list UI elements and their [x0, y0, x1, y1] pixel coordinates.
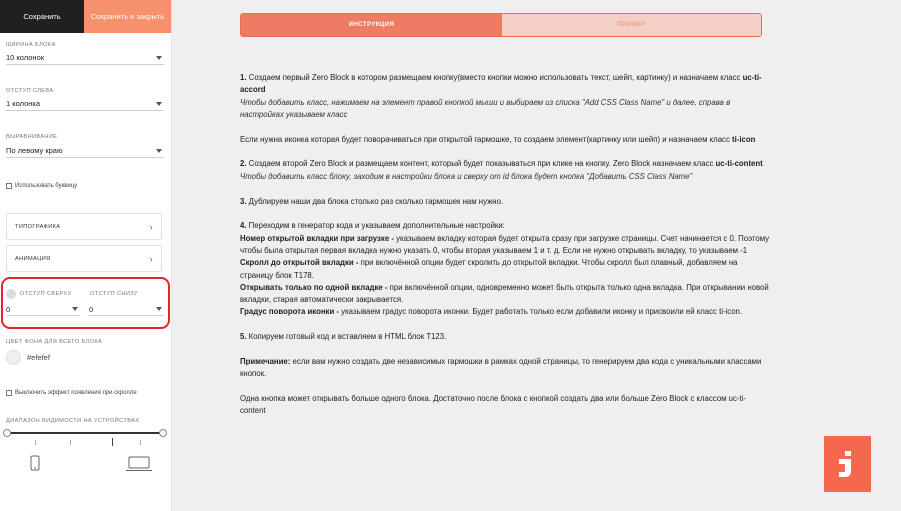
- top-offset-label: ОТСТУП СВЕРХУ: [20, 291, 72, 297]
- option-1-text: указываем вкладку которая будет открыта сразу при загрузке страницы. Счет начинается с 0. Поэтому чтобы была открытая первая вкладка нужно указать 0, чтобы вторая указываем 1 и т. д. Если не нужно открывать вкладку, то указываем -1: [240, 233, 770, 255]
- bottom-offset-label: ОТСТУП СНИЗУ: [90, 291, 138, 297]
- note-paragraph: [240, 356, 770, 381]
- visibility-slider-track[interactable]: [6, 432, 164, 434]
- use-letter-row[interactable]: [6, 183, 77, 189]
- step-2-text: Создаем второй Zero Block и размещаем контент, который будет показываться при клике на кнопку. Zero Block назначаем класс: [246, 159, 716, 169]
- top-offset-select[interactable]: [6, 303, 80, 316]
- animation-label: АНИМАЦИЯ: [15, 255, 51, 262]
- bg-color-value[interactable]: #efefef: [27, 353, 50, 362]
- left-offset-label: ОТСТУП СЛЕВА: [6, 88, 54, 94]
- step-4-number: 4.: [240, 221, 247, 231]
- chevron-down-icon: [156, 149, 162, 153]
- step-1-class: uc-ti-accord: [240, 73, 762, 95]
- use-letter-label: Использовать буквицу: [15, 183, 78, 189]
- visibility-label: ДИАПАЗОН ВИДИМОСТИ НА УСТРОЙСТВАХ: [6, 418, 140, 424]
- j-logo-icon: [837, 449, 859, 479]
- icon-paragraph: [240, 134, 770, 146]
- alignment-value: По левому краю: [6, 146, 63, 155]
- option-4-title: Градус поворота иконки -: [240, 307, 340, 317]
- step-5-number: 5.: [240, 332, 247, 342]
- step-2-class: uc-ti-content: [715, 159, 763, 169]
- visibility-slider-handle-min[interactable]: [3, 429, 11, 437]
- typography-label: ТИПОГРАФИКА: [15, 223, 61, 230]
- step-1-note: Чтобы добавить класс, нажимаем на элемент правой кнопкой мыши и выбираем из списка "Add CSS Class Name" и далее, справа в настройках указываем класс: [240, 97, 731, 119]
- bg-color-label: ЦВЕТ ФОНА ДЛЯ ВСЕГО БЛОКА: [6, 339, 103, 345]
- tab-instruction[interactable]: ИНСТРУКЦИЯ: [241, 14, 502, 36]
- option-4-text: указываем градус поворота иконки. Будет работать только если добавили иконку и присвоили ей класс ti-icon.: [339, 307, 743, 317]
- disable-effect-checkbox[interactable]: [6, 390, 12, 396]
- left-offset-value: 1 колонка: [6, 99, 41, 108]
- settings-sidebar: [0, 0, 172, 511]
- option-2-text: при включённой опции будет скролить до открытой вкладки. Чтобы скролл был плавный, добавляем на страницу блок T178.: [240, 258, 738, 280]
- left-offset-select[interactable]: [6, 97, 164, 111]
- animation-button[interactable]: [6, 245, 162, 272]
- block-width-select[interactable]: [6, 51, 164, 65]
- alignment-select[interactable]: [6, 144, 164, 158]
- option-3: [240, 282, 770, 307]
- step-5: [240, 331, 770, 343]
- step-5-text: Копируем готовый код и вставляем в HTML блок T123.: [246, 332, 447, 342]
- step-2-note: Чтобы добавить класс блоку, заходим в настройки блока и сверху от id блока будет кнопка "Добавить CSS Class Name": [240, 171, 693, 181]
- chevron-down-icon: [156, 307, 162, 311]
- alignment-label: ВЫРАВНИВАНИЕ: [6, 134, 58, 140]
- instruction-tabs: [240, 13, 762, 37]
- block-width-label: ШИРИНА БЛОКА: [6, 42, 56, 48]
- disable-effect-row[interactable]: [6, 390, 137, 396]
- bottom-offset-select[interactable]: [89, 303, 164, 316]
- step-1-text: Создаем первый Zero Block в котором размещаем кнопку(вместо кнопки можно использовать текст, шейп, картинку) и назначаем класс: [246, 73, 743, 82]
- chevron-right-icon: ›: [149, 221, 153, 232]
- top-offset-value: 0: [6, 304, 11, 314]
- option-2: [240, 257, 770, 282]
- chevron-right-icon: ›: [149, 253, 153, 264]
- option-4: [240, 306, 770, 318]
- step-1-number: 1.: [240, 73, 247, 82]
- step-3-text: Дублируем наши два блока столько раз сколько гармошек нам нужно.: [246, 196, 504, 206]
- mobile-device-icon[interactable]: [30, 455, 40, 471]
- disable-effect-label: Выключить эффект появления при скролле: [15, 390, 137, 396]
- option-3-title: Открывать только по одной вкладке -: [240, 282, 388, 292]
- step-3: [240, 196, 770, 208]
- block-width-value: 10 колонок: [6, 53, 45, 62]
- step-1: [240, 72, 770, 97]
- slider-tick: [140, 440, 141, 445]
- tab-example[interactable]: ПРИМЕР: [502, 14, 761, 36]
- note-text: если вам нужно создать две независимых гармошки в рамках одной страницы, то генерируем два кода с уникальными классами кнопок.: [240, 357, 762, 379]
- slider-tick: [70, 440, 71, 445]
- sidebar-topbar: [0, 0, 171, 33]
- option-3-text: при включённой опции, одновременно может быть открыта только одна вкладка. При открывании новой вкладки, старая автоматически закрывается.: [240, 282, 769, 305]
- option-2-title: Скролл до открытой вкладки -: [240, 258, 359, 268]
- chevron-down-icon: [156, 102, 162, 106]
- step-3-number: 3.: [240, 196, 247, 206]
- icon-text: Если нужна иконка которая будет поворачиваться при открытой гармошке, то создаем элемент(картинку или шейп) и назначаем класс: [240, 134, 733, 144]
- bottom-offset-value: 0: [89, 304, 94, 314]
- icon-class: ti-icon: [732, 134, 756, 144]
- slider-tick: [35, 440, 36, 445]
- chevron-down-icon: [72, 307, 78, 311]
- save-and-close-button[interactable]: Сохранить и закрыть: [84, 0, 171, 33]
- visibility-slider-handle-max[interactable]: [159, 429, 167, 437]
- chevron-down-icon: [156, 56, 162, 60]
- option-1-title: Номер открытой вкладки при загрузке -: [240, 233, 394, 243]
- use-letter-checkbox[interactable]: [6, 183, 12, 189]
- desktop-device-icon[interactable]: [126, 456, 152, 472]
- save-button[interactable]: Сохранить: [0, 0, 84, 33]
- slider-tick: [112, 438, 113, 446]
- bg-color-swatch[interactable]: [6, 350, 21, 365]
- step-2-number: 2.: [240, 159, 247, 169]
- step-4-text: Переходим в генератор кода и указываем дополнительные настройки:: [246, 221, 505, 231]
- step-2: [240, 158, 770, 170]
- step-4: [240, 220, 770, 232]
- last-paragraph: Одна кнопка может открывать больше одного блока. Достаточно после блока с кнопкой создать два или больше Zero Block с классом uc-ti-content: [240, 394, 747, 416]
- toggle-icon[interactable]: [6, 289, 16, 299]
- option-1: [240, 233, 770, 258]
- instruction-content: [240, 72, 770, 418]
- typography-button[interactable]: [6, 213, 162, 240]
- j-logo-button[interactable]: [824, 436, 871, 492]
- note-title: Примечание:: [240, 357, 291, 367]
